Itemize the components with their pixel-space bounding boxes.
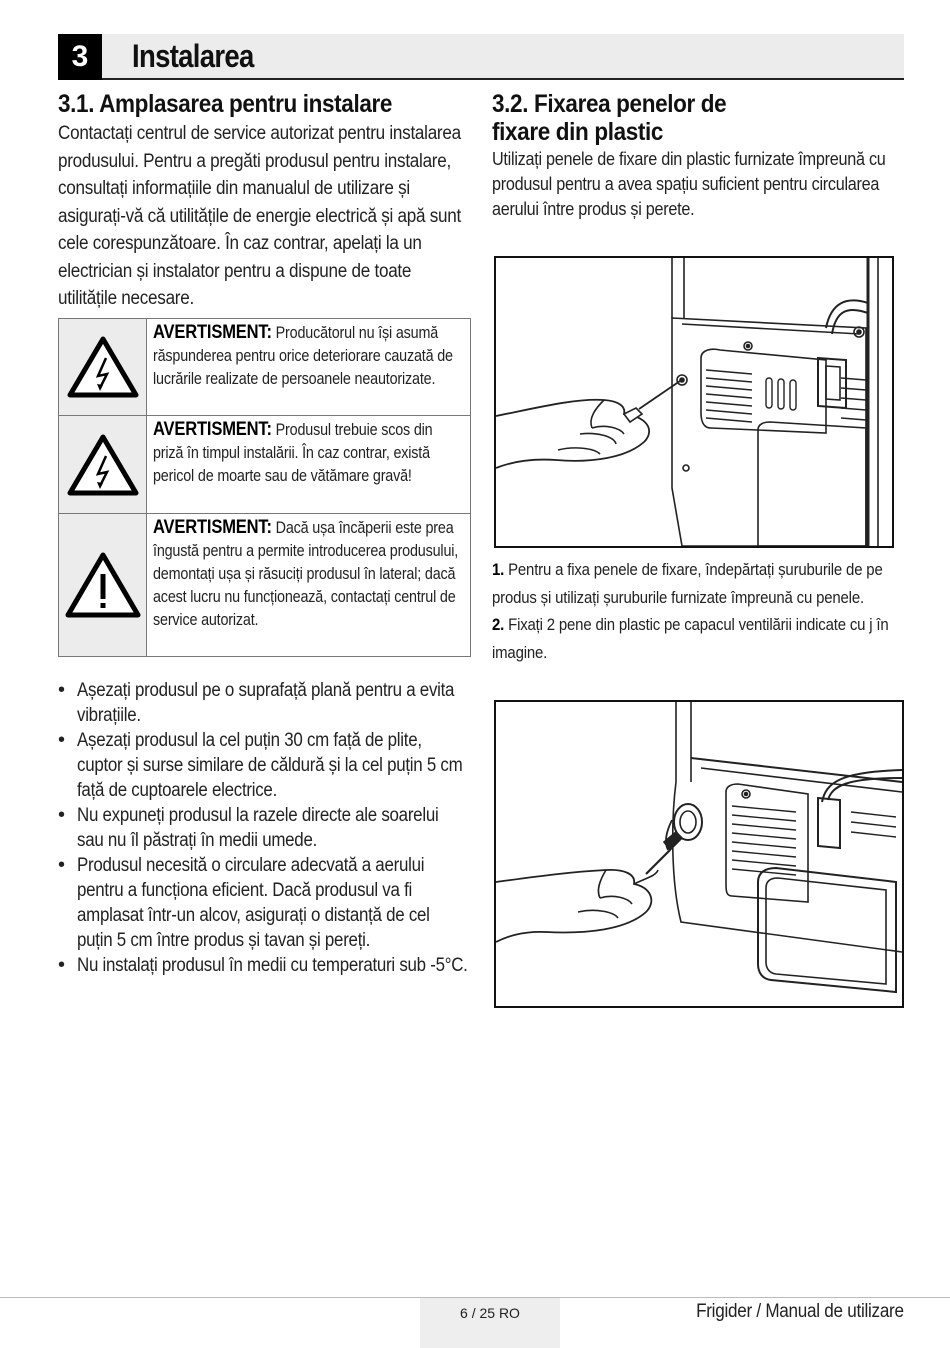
section-installation-placement <box>58 90 472 976</box>
warning-text: AVERTISMENT: Producătorul nu își asumă răspunderea pentru orice deteriorare cauzată de lucrările realizate de persoanele neautorizate. <box>153 322 453 388</box>
warnings-table <box>58 318 471 657</box>
warning-text: AVERTISMENT: Produsul trebuie scos din priză în timpul instalării. În caz contrar, există pericol de moarte sau de vătămare gravă! <box>153 419 433 485</box>
wedge-steps <box>492 556 906 666</box>
section-title: 3.1. Amplasarea pentru instalare <box>58 90 393 118</box>
section-title-line1: 3.2. Fixarea penelor de <box>492 90 727 118</box>
warning-row <box>59 319 470 416</box>
placement-bullet-list <box>58 678 472 978</box>
warning-row <box>59 416 470 514</box>
step-1: 1. Pentru a fixa penele de fixare, îndepărtați șuruburile de pe produs și utilizați șuruburile furnizate împreună cu penele. <box>492 560 883 607</box>
figure-fix-wedges <box>494 700 904 1008</box>
section-title-line2: fixare din plastic <box>492 118 664 146</box>
list-item: • Așezați produsul pe o suprafață plană pentru a evita vibrațiile. <box>58 678 472 728</box>
list-item: • Nu expuneți produsul la razele directe ale soarelui sau nu îl păstrați în medii umede. <box>58 803 472 853</box>
section-plastic-wedges <box>492 90 906 662</box>
manual-title: Frigider / Manual de utilizare <box>696 1301 904 1322</box>
warning-text: AVERTISMENT: Dacă ușa încăperii este prea îngustă pentru a permite introducerea produsului, demontați ușa și răsuciți produsul în lateral; dacă acest lucru nu funcționează, contactați centrul de service autorizat. <box>153 517 459 629</box>
list-item: • Nu instalați produsul în medii cu temperaturi sub -5°C. <box>58 953 472 978</box>
exclamation-warning-icon <box>59 514 147 656</box>
section-intro: Utilizați penele de fixare din plastic furnizate împreună cu produsul pentru a avea spațiu suficient pentru circularea aerului între produs și perete. <box>492 149 886 219</box>
page-number: 6 / 25 RO <box>420 1298 560 1348</box>
list-item: • Produsul necesită o circulare adecvată a aerului pentru a funcționa eficient. Dacă produsul va fi amplasat într-un alcov, asigurați o distanță de cel puțin 5 cm între produs și tavan și pereți. <box>58 853 472 953</box>
chapter-header <box>58 34 904 80</box>
section-intro: Contactați centrul de service autorizat pentru instalarea produsului. Pentru a pregăti produsul pentru instalare, consultați informațiile din manualul de utilizare și asigurați-vă că utilitățile de energie electrică și apă sunt cele corespunzătoare. În caz contrar, apelați la un electrician și instalator pentru a dispune de toate utilitățile necesare. <box>58 123 461 309</box>
list-item: • Așezați produsul la cel puțin 30 cm față de plite, cuptor și surse similare de căldură și la cel puțin 5 cm față de cuptoarele electrice. <box>58 728 472 803</box>
figure-remove-screw <box>494 256 894 548</box>
electric-hazard-icon <box>59 319 147 415</box>
chapter-title: Instalarea <box>132 38 254 74</box>
electric-hazard-icon <box>59 416 147 513</box>
warning-row <box>59 514 470 656</box>
chapter-number: 3 <box>58 34 102 80</box>
step-2: 2. Fixați 2 pene din plastic pe capacul ventilării indicate cu j în imagine. <box>492 615 889 662</box>
